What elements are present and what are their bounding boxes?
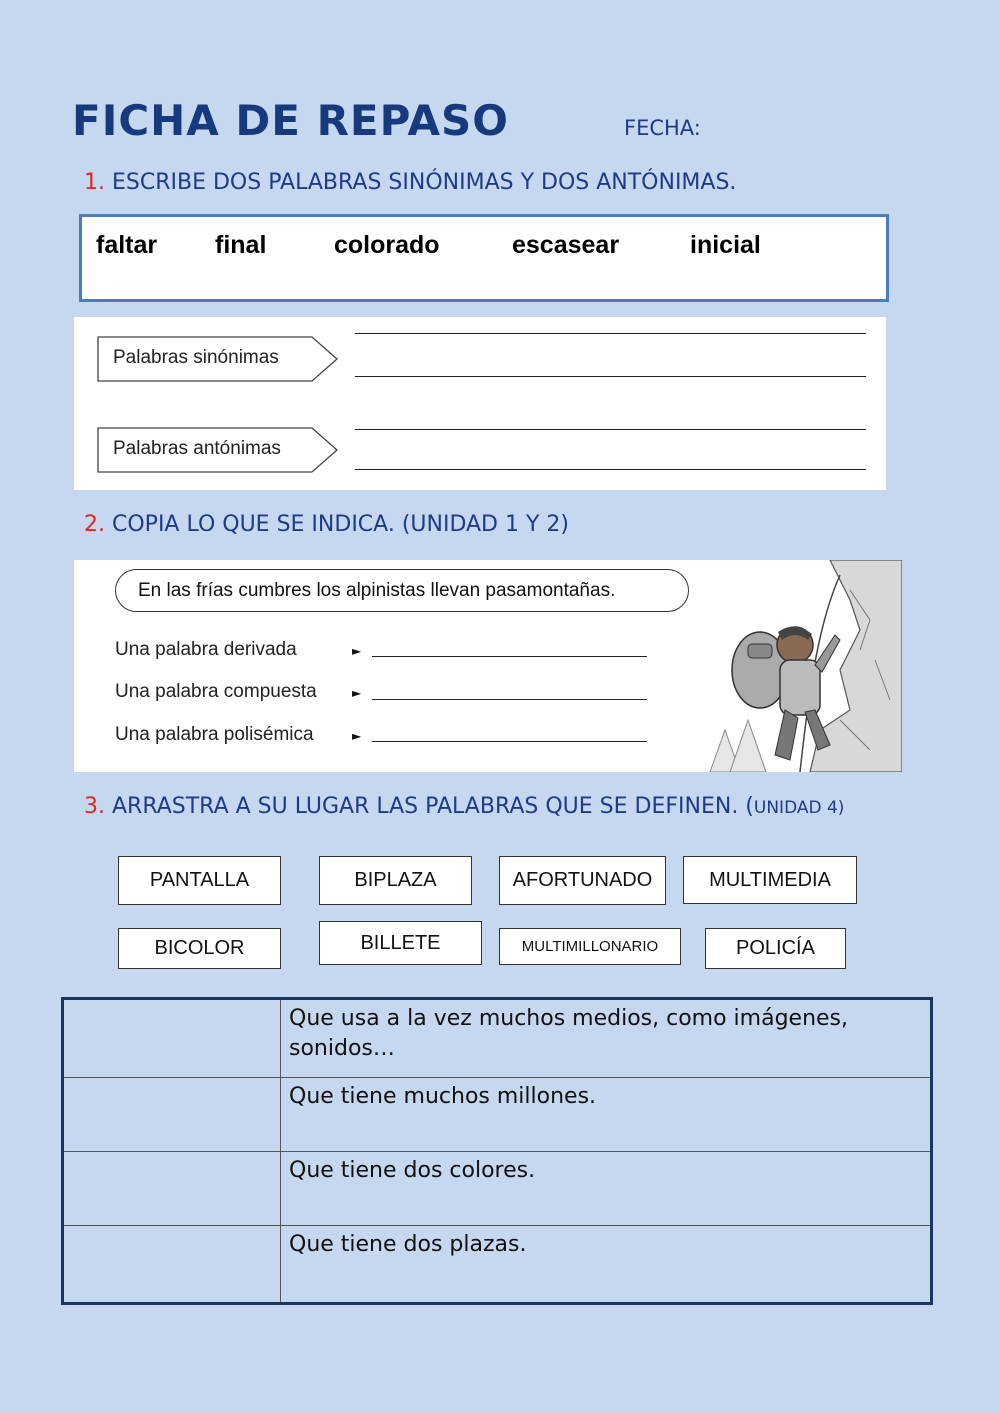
section2-number: 2. bbox=[84, 512, 105, 537]
section2-heading bbox=[84, 512, 569, 537]
section1-number: 1. bbox=[84, 170, 105, 195]
table-row bbox=[63, 1226, 932, 1304]
table-row bbox=[63, 1152, 932, 1226]
word-item: escasear bbox=[512, 231, 620, 259]
arrow-icon: ► bbox=[352, 729, 362, 743]
draggable-word-chip[interactable]: BIPLAZA bbox=[319, 856, 472, 905]
copy-panel bbox=[74, 560, 902, 772]
draggable-word-chip[interactable]: MULTIMEDIA bbox=[683, 856, 857, 904]
answer-line[interactable] bbox=[355, 469, 866, 470]
draggable-word-chip[interactable]: BICOLOR bbox=[118, 928, 281, 969]
antonyms-label: Palabras antónimas bbox=[113, 438, 281, 459]
section2-instruction: COPIA LO QUE SE INDICA. (UNIDAD 1 Y 2) bbox=[112, 512, 569, 537]
arrow-icon: ► bbox=[352, 644, 362, 658]
section3-number: 3. bbox=[84, 794, 105, 819]
answer-line[interactable] bbox=[355, 376, 866, 377]
definition-cell: Que tiene dos plazas. bbox=[281, 1226, 932, 1304]
antonyms-tag bbox=[97, 427, 312, 471]
row-label: Una palabra polisémica bbox=[115, 724, 314, 745]
section3-instruction-small: UNIDAD 4) bbox=[753, 798, 845, 818]
drop-slot[interactable] bbox=[63, 1152, 281, 1226]
word-item: final bbox=[215, 231, 267, 259]
section3-heading bbox=[84, 794, 844, 819]
synonym-antonym-panel bbox=[74, 317, 886, 490]
climber-illustration-icon bbox=[700, 560, 902, 772]
draggable-word-chip[interactable]: BILLETE bbox=[319, 921, 482, 965]
definition-cell: Que tiene muchos millones. bbox=[281, 1078, 932, 1152]
definition-cell: Que tiene dos colores. bbox=[281, 1152, 932, 1226]
drop-slot[interactable] bbox=[63, 1226, 281, 1304]
row-label: Una palabra compuesta bbox=[115, 681, 317, 702]
word-item: inicial bbox=[690, 231, 761, 259]
draggable-word-chip[interactable]: PANTALLA bbox=[118, 856, 281, 905]
example-sentence: En las frías cumbres los alpinistas llevan pasamontañas. bbox=[115, 569, 689, 612]
date-label: FECHA: bbox=[624, 116, 701, 140]
answer-line[interactable] bbox=[372, 699, 647, 700]
answer-line[interactable] bbox=[372, 741, 647, 742]
drop-slot[interactable] bbox=[63, 1078, 281, 1152]
section1-heading bbox=[84, 170, 736, 195]
page-title: FICHA DE REPASO bbox=[72, 96, 510, 145]
word-bank bbox=[79, 214, 889, 302]
definition-cell: Que usa a la vez muchos medios, como imágenes, sonidos… bbox=[281, 999, 932, 1078]
table-row bbox=[63, 1078, 932, 1152]
draggable-word-chip[interactable]: POLICÍA bbox=[705, 928, 846, 969]
synonyms-tag bbox=[97, 336, 312, 380]
row-label: Una palabra derivada bbox=[115, 639, 297, 660]
answer-line[interactable] bbox=[372, 656, 647, 657]
arrow-icon: ► bbox=[352, 686, 362, 700]
answer-line[interactable] bbox=[355, 429, 866, 430]
section3-instruction: ARRASTRA A SU LUGAR LAS PALABRAS QUE SE DEFINEN. ( bbox=[112, 794, 754, 819]
section1-instruction: ESCRIBE DOS PALABRAS SINÓNIMAS Y DOS ANTÓNIMAS. bbox=[112, 170, 737, 195]
draggable-word-chip[interactable]: MULTIMILLONARIO bbox=[499, 928, 681, 965]
word-item: colorado bbox=[334, 231, 440, 259]
word-item: faltar bbox=[96, 231, 158, 259]
answer-line[interactable] bbox=[355, 333, 866, 334]
synonyms-label: Palabras sinónimas bbox=[113, 347, 279, 368]
definitions-table bbox=[61, 997, 933, 1305]
draggable-word-chip[interactable]: AFORTUNADO bbox=[499, 856, 666, 905]
table-row bbox=[63, 999, 932, 1078]
drop-slot[interactable] bbox=[63, 999, 281, 1078]
